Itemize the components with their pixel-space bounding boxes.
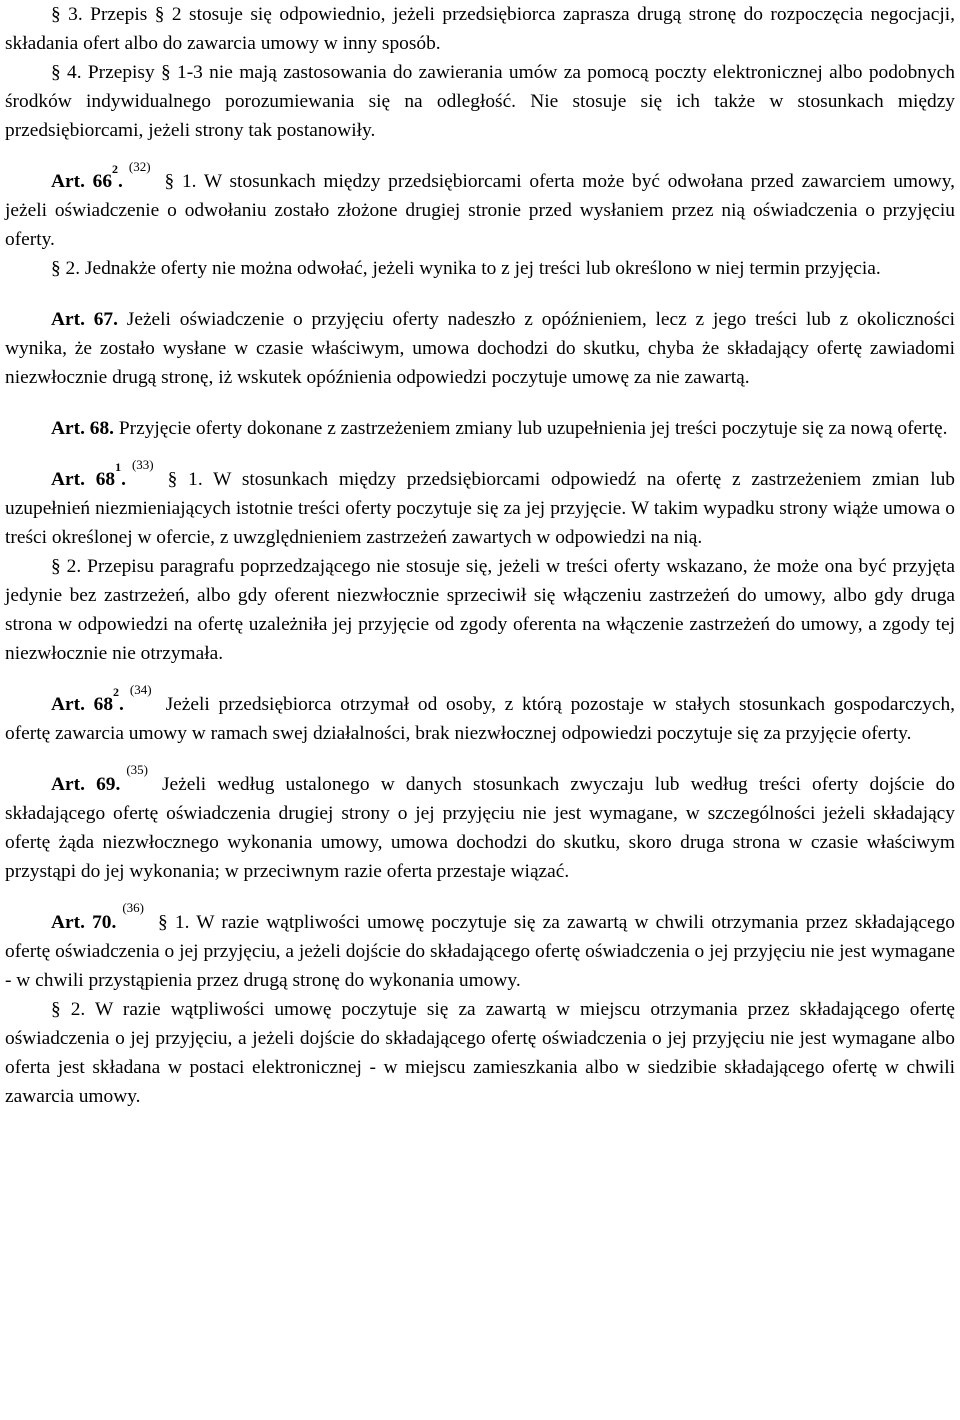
- paragraph-art68: [5, 414, 955, 443]
- paragraph-text: § 1. W stosunkach między przedsiębiorcami odpowiedź na ofertę z zastrzeżeniem zmian lub uzupełnień niezmieniających istotnie treści oferty poczytuje się za jej przyjęcie. W takim wypadku strony wiąże umowa o treści określonej w ofercie, z uwzględnieniem zastrzeżeń zawartych w odpowiedzi na nią.: [5, 469, 955, 548]
- article-number: Art. 70.: [51, 912, 117, 933]
- paragraph-text: Przyjęcie oferty dokonane z zastrzeżeniem zmiany lub uzupełnienia jej treści poczytuje się za nową ofertę.: [114, 418, 948, 439]
- footnote-ref: (34): [129, 682, 152, 697]
- footnote-ref: (33): [131, 457, 154, 472]
- article-number: Art. 68.: [51, 418, 115, 439]
- article-superscript: 2: [113, 685, 120, 699]
- footnote-ref: (36): [122, 900, 145, 915]
- article-number: Art. 68: [51, 694, 114, 715]
- article-number: .: [121, 469, 126, 490]
- article-number: Art. 67.: [51, 309, 118, 330]
- paragraph-art67: [5, 305, 955, 392]
- paragraph-text: § 2. W razie wątpliwości umowę poczytuje się za zawartą w miejscu otrzymania przez składającego ofertę oświadczenia o jej przyjęciu, a jeżeli dojście do składającego ofertę oświadczenia o jej przyjęciu nie jest wymagane albo oferta jest składana w postaci elektronicznej - w miejscu zamieszkania albo w siedzibie składającego ofertę w chwili zawarcia umowy.: [5, 999, 955, 1107]
- article-number: Art. 69.: [51, 774, 121, 795]
- paragraph-art66-2-p2: [5, 254, 955, 283]
- paragraph-text: Jeżeli oświadczenie o przyjęciu oferty nadeszło z opóźnieniem, lecz z jego treści lub z okoliczności wynika, że zostało wysłane w czasie właściwym, umowa dochodzi do skutku, chyba że składający ofertę zawiadomi niezwłocznie drugą stronę, iż wskutek opóźnienia odpowiedzi poczytuje umowę za nie zawartą.: [5, 309, 955, 388]
- paragraph-text: § 1. W stosunkach między przedsiębiorcami oferta może być odwołana przed zawarciem umowy, jeżeli oświadczenie o odwołaniu zostało złożone drugiej stronie przed wysłaniem przez nią oświadczenia o przyjęciu oferty.: [5, 171, 955, 250]
- paragraph-p1: [5, 0, 955, 58]
- footnote-ref: (32): [128, 159, 151, 174]
- paragraph-art68-1-p2: [5, 552, 955, 668]
- paragraph-text: Jeżeli według ustalonego w danych stosunkach zwyczaju lub według treści oferty dojście do składającego ofertę oświadczenia drugiej strony o jej przyjęciu nie jest wymagane, w szczególności jeżeli składający ofertę żąda niezwłocznego wykonania umowy, umowa dochodzi do skutku, skoro druga strona w czasie właściwym przystąpi do jej wykonania; w przeciwnym razie oferta przestaje wiązać.: [5, 774, 955, 882]
- paragraph-art70-p2: [5, 995, 955, 1111]
- paragraph-art68-2: [5, 682, 955, 748]
- paragraph-text: § 4. Przepisy § 1-3 nie mają zastosowania do zawierania umów za pomocą poczty elektronicznej albo podobnych środków indywidualnego porozumiewania się na odległość. Nie stosuje się ich także w stosunkach między przedsiębiorcami, jeżeli strony tak postanowiły.: [5, 62, 955, 141]
- paragraph-art66-2-p1: [5, 159, 955, 254]
- paragraph-text: § 2. Jednakże oferty nie można odwołać, jeżeli wynika to z jej treści lub określono w niej termin przyjęcia.: [51, 258, 881, 279]
- paragraph-art70-p1: [5, 900, 955, 995]
- article-number: .: [119, 694, 124, 715]
- article-number: .: [118, 171, 123, 192]
- article-number: Art. 66: [51, 171, 113, 192]
- paragraph-text: Jeżeli przedsiębiorca otrzymał od osoby, z którą pozostaje w stałych stosunkach gospodarczych, ofertę zawarcia umowy w ramach swej działalności, brak niezwłocznej odpowiedzi poczytuje się za przyjęcie oferty.: [5, 694, 955, 744]
- paragraph-p2: [5, 58, 955, 145]
- article-superscript: 2: [112, 162, 119, 176]
- paragraph-text: § 1. W razie wątpliwości umowę poczytuje się za zawartą w chwili otrzymania przez składającego ofertę oświadczenia o jej przyjęciu, a jeżeli dojście do składającego ofertę oświadczenia o jej przyjęciu nie jest wymagane - w chwili przystąpienia przez drugą stronę do wykonania umowy.: [5, 912, 955, 991]
- article-superscript: 1: [115, 460, 122, 474]
- article-number: Art. 68: [51, 469, 116, 490]
- paragraph-text: § 3. Przepis § 2 stosuje się odpowiednio, jeżeli przedsiębiorca zaprasza drugą stronę do rozpoczęcia negocjacji, składania ofert albo do zawarcia umowy w inny sposób.: [5, 4, 955, 54]
- paragraph-art68-1-p1: [5, 457, 955, 552]
- footnote-ref: (35): [126, 762, 148, 777]
- paragraph-art69: [5, 762, 955, 886]
- paragraph-text: § 2. Przepisu paragrafu poprzedzającego nie stosuje się, jeżeli w treści oferty wskazano, że może ona być przyjęta jedynie bez zastrzeżeń, albo gdy oferent niezwłocznie sprzeciwił się włączeniu zastrzeżeń do umowy, albo gdy druga strona w odpowiedzi na ofertę uzależniła jej przyjęcie od zgody oferenta na włączenie zastrzeżeń do umowy, a zgody tej niezwłocznie nie otrzymała.: [5, 556, 955, 664]
